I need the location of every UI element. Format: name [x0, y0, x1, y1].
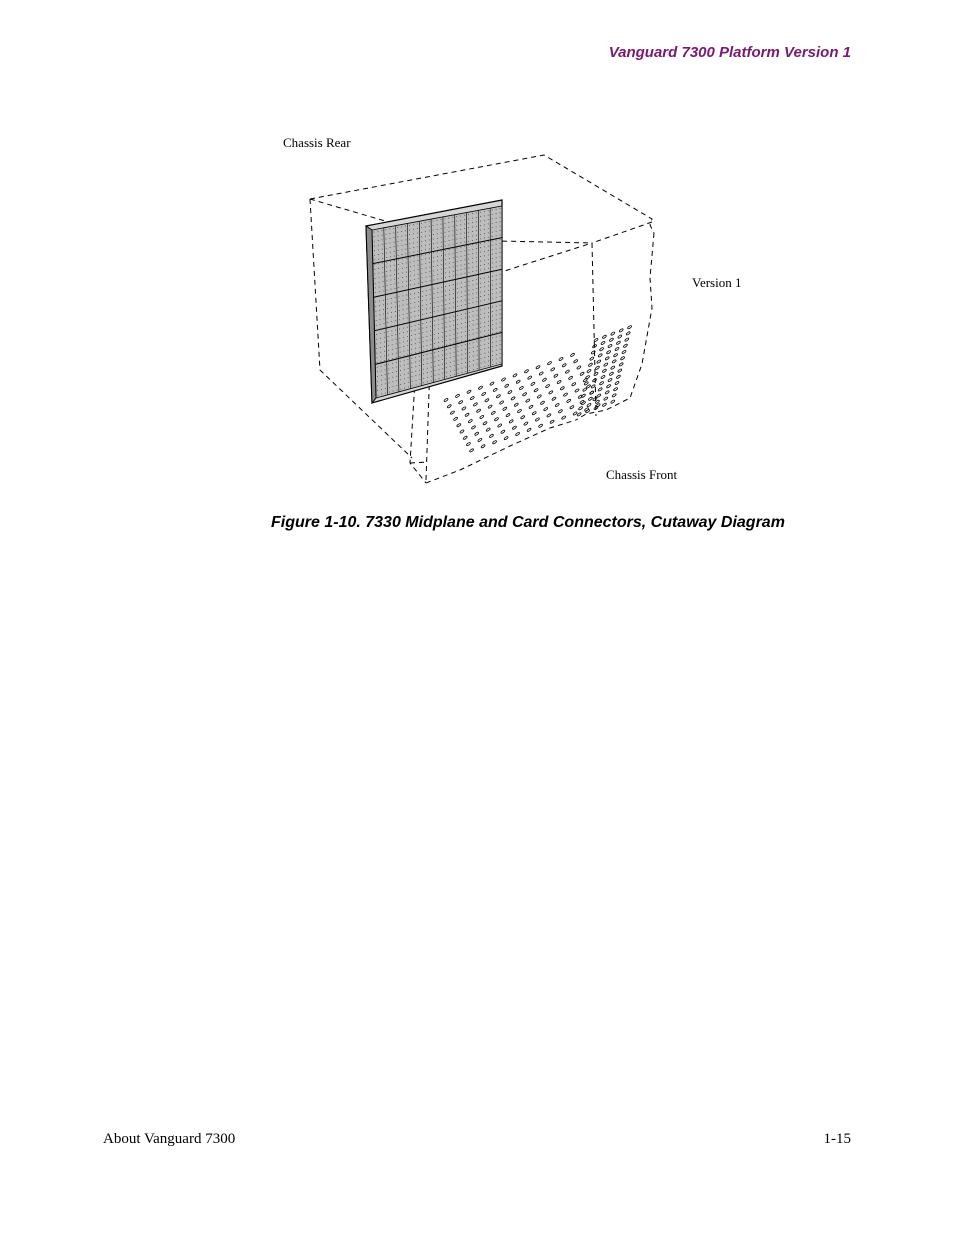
midplane-panel: [366, 200, 502, 403]
chassis-front-label: Chassis Front: [606, 467, 678, 482]
running-header: Vanguard 7300 Platform Version 1: [608, 44, 851, 61]
figure-caption: Figure 1-10. 7330 Midplane and Card Connectors, Cutaway Diagram: [271, 514, 785, 531]
page-number: 1-15: [823, 1131, 851, 1147]
version-label: Version 1: [692, 275, 742, 290]
footer-section-title: About Vanguard 7300: [103, 1131, 236, 1147]
chassis-cutaway-drawing: [250, 128, 770, 498]
cutaway-diagram: [250, 128, 770, 498]
chassis-rear-label: Chassis Rear: [283, 135, 351, 150]
